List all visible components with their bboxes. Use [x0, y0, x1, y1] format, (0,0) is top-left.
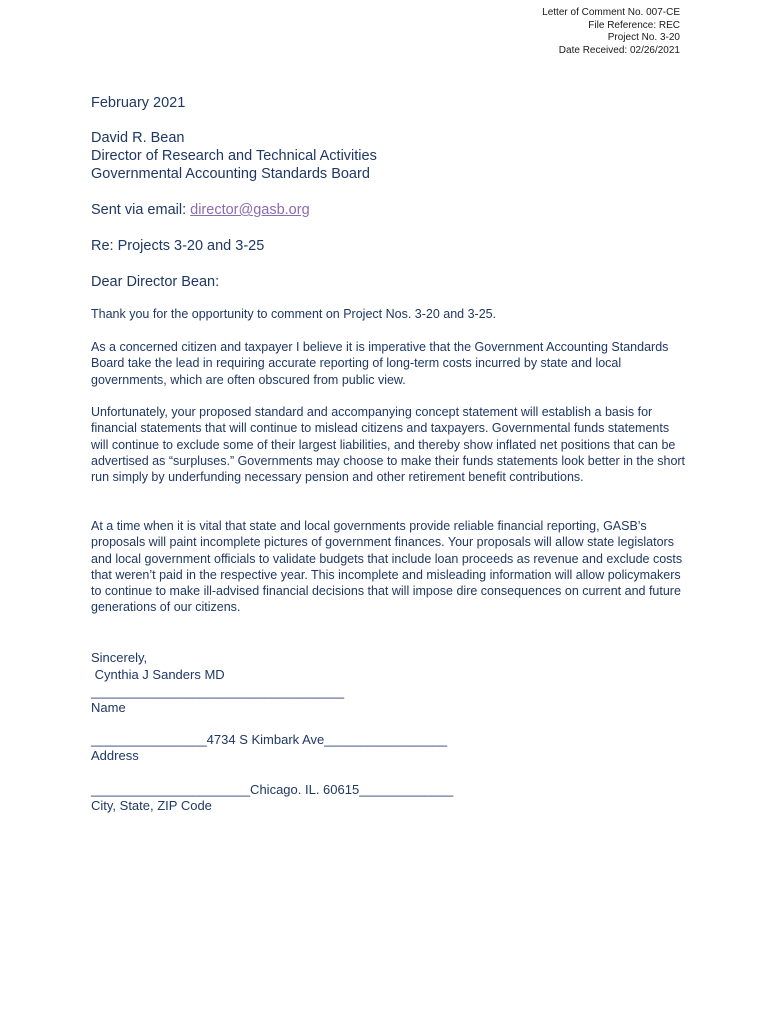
file-reference: File Reference: REC: [588, 19, 680, 31]
paragraph-4: At a time when it is vital that state and local governments provide reliable financial reporting, GASB’s proposals will paint incomplete pictures of government finances. Your proposals will allow state legislators and local government officials to validate budgets that include loan proceeds as revenue and exclude costs that weren’t paid in the respective year. This incomplete and misleading information will allow policymakers to continue to make ill-advised financial decisions that will impose dire consequences on current and future generations of our citizens.: [91, 519, 683, 615]
re-line: Re: Projects 3-20 and 3-25: [91, 238, 265, 254]
city-state-zip-label: City, State, ZIP Code: [91, 798, 212, 813]
date-received: Date Received: 02/26/2021: [558, 44, 680, 56]
recipient-name: David R. Bean: [91, 130, 185, 146]
recipient-title: Director of Research and Technical Activities: [91, 148, 377, 164]
project-number: Project No. 3-20: [607, 32, 680, 43]
name-label: Name: [91, 700, 126, 715]
letter-date: February 2021: [91, 95, 186, 111]
paragraph-2: As a concerned citizen and taxpayer I believe it is imperative that the Government Accounting Standards Board take the lead in requiring accurate reporting of long-term costs incurred by state and local governments, which are often obscured from public view.: [91, 340, 669, 387]
closing: Sincerely,: [91, 650, 148, 665]
recipient-organization: Governmental Accounting Standards Board: [91, 166, 370, 182]
email-link[interactable]: director@gasb.org: [190, 202, 310, 218]
sent-via-label: Sent via email:: [91, 202, 191, 218]
address-line: ________________4734 S Kimbark Ave_________________: [91, 732, 448, 747]
paragraph-1: Thank you for the opportunity to comment on Project Nos. 3-20 and 3-25.: [91, 307, 497, 321]
letter-reference-block: [542, 7, 680, 57]
name-signature-line: ___________________________________: [91, 684, 345, 699]
sent-via-line: [91, 201, 310, 219]
address-label: Address: [91, 748, 139, 763]
letter-number: Letter of Comment No. 007-CE: [542, 7, 680, 18]
city-state-zip-line: ______________________Chicago. IL. 60615_____________: [91, 782, 454, 797]
signer-name: Cynthia J Sanders MD: [91, 667, 225, 682]
salutation: Dear Director Bean:: [91, 274, 220, 290]
paragraph-3: Unfortunately, your proposed standard and accompanying concept statement will establish a basis for financial statements that will continue to mislead citizens and taxpayers. Governmental funds statements will continue to exclude some of their largest liabilities, and thereby show inflated net positions that can be advertised as “surpluses.” Governments may choose to make their funds statements look better in the short run simply by underfunding necessary pension and other retirement benefit contributions.: [91, 405, 686, 485]
